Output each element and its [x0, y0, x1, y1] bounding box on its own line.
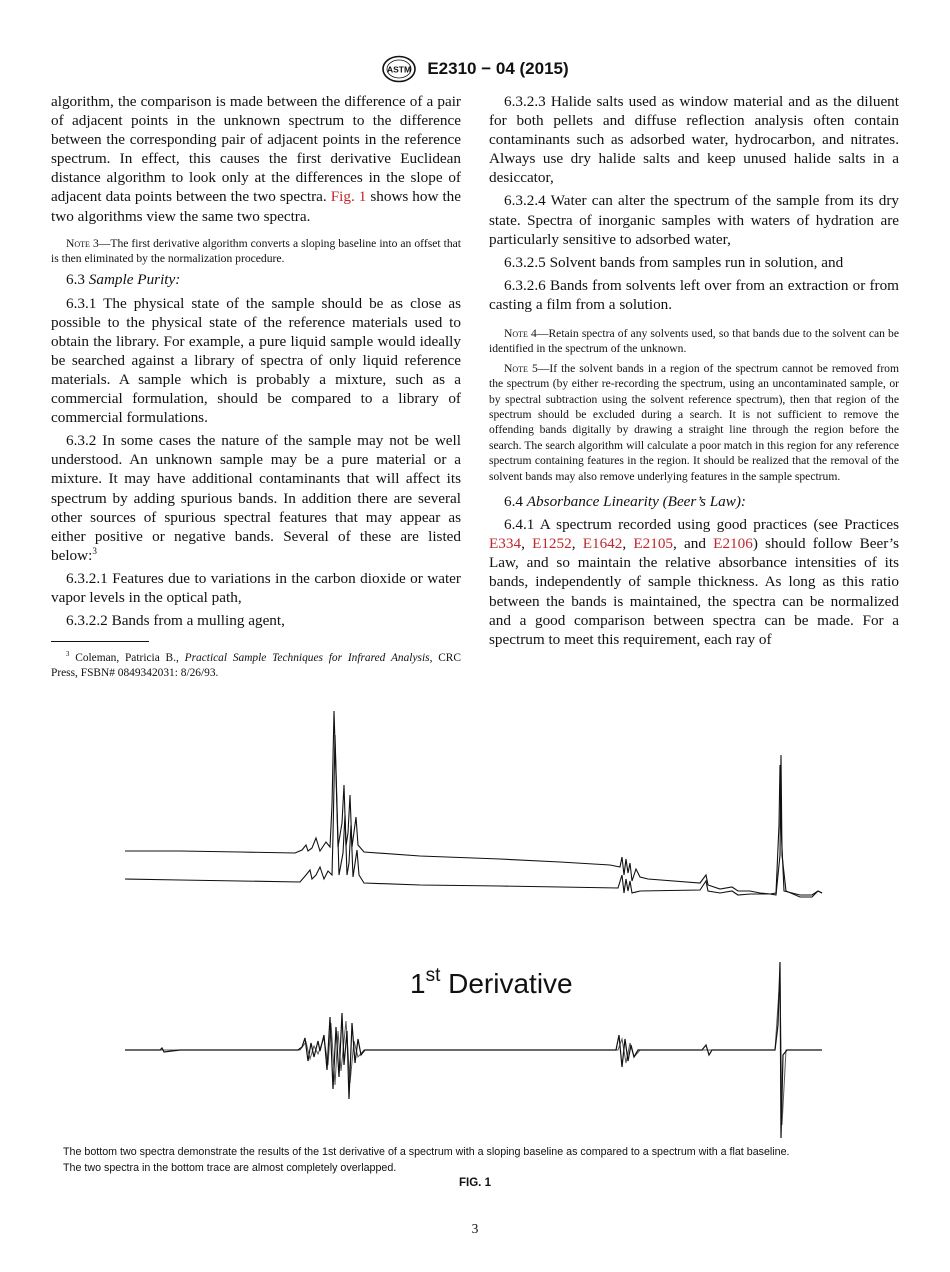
page-header [0, 54, 950, 84]
first-derivative-label: 1st Derivative [410, 965, 573, 999]
figure-number: FIG. 1 [459, 1177, 491, 1189]
fig-1-link[interactable]: Fig. 1 [330, 188, 367, 206]
note-5: Note 5—If the solvent bands in a region of the spectrum cannot be removed from the spectrum (by either re-recording the spectrum, using an uncontaminated sample, or by spectral subtraction using the solvent reference spectrum), then that region of the spectrum should be excluded during a search. It is not sufficient to remove the offending bands digitally by drawing a straight line through the region before the search. The search algorithm will calculate a poor match in this region for any reference spectrum containing features in the region. It should be realized that the removal of the solvent bands may also remove underlying features in the sample spectrum. [489, 361, 900, 483]
note-3: Note 3—The first derivative algorithm converts a sloping baseline into an offset that is then eliminated by the normalization procedure. [51, 236, 461, 266]
astm-logo-icon [381, 55, 417, 83]
document-designation: E2310 − 04 (2015) [427, 59, 569, 78]
spectrum-sloping-baseline [125, 711, 822, 897]
ref-link-e334[interactable]: E334 [489, 535, 522, 553]
footnote-ref-3[interactable]: 3 [92, 545, 97, 556]
ref-link-e1642[interactable]: E1642 [582, 535, 623, 553]
ref-link-e1252[interactable]: E1252 [532, 535, 572, 553]
note-4: Note 4—Retain spectra of any solvents used, so that bands due to the solvent can be identified in the spectrum of the unknown. [489, 327, 899, 356]
paragraph-6-4-1: 6.4.1 A spectrum recorded using good practices (see Practices E334, E1252, E1642, E2105, and E2106) should follow Beer’s Law, and so maintain the relative absorbance intensities of its bands, independently of sample thickness. As long as this ratio between the bands is maintained, the spectra can be normalized and a good comparison between spectra can be made. For a spectrum to meet this requirement, each ray of [489, 516, 900, 648]
section-6-3-heading: 6.3 Sample Purity: [66, 271, 181, 289]
figure-1-spectra [120, 705, 830, 1145]
right-column [489, 92, 899, 653]
paragraph-6-3-1: 6.3.1 The physical state of the sample should be as close as possible to the physical state of the reference materials used to obtain the library. For example, a pure liquid sample would ideally be searched against a library of spectra of only liquid reference materials. A sample which is probably a mixture, such as a commercial formulation, should be compared to a library of commercial formulations. [51, 294, 461, 427]
paragraph-6-3-2-4: 6.3.2.4 Water can alter the spectrum of the sample from its dry state. Spectra of inorganic samples with waters of hydration are particularly sensitive to adsorbed water, [489, 192, 899, 248]
footnote-3: $^3$ Coleman, Patricia B., Practical Sample Techniques for Infrared Analysis, CRC Press, FSBN# 0849342031: 8/26/93. [51, 651, 461, 679]
svg-text:ASTM: ASTM [387, 64, 412, 75]
figure-caption: The bottom two spectra demonstrate the results of the 1st derivative of a spectrum with a sloping baseline as compared to a spectrum with a flat baseline. The two spectra in the bottom trace are almost completely overlapped. [63, 1146, 790, 1174]
paragraph-6-3-2-3: 6.3.2.3 Halide salts used as window material and as the diluent for both pellets and diffuse reflection analysis often contain contaminants such as adsorbed water, hydrocarbon, and nitrates. Always use dry halide salts and keep unused halide salts in a desiccator, [489, 93, 899, 187]
paragraph-algorithm-continued: algorithm, the comparison is made between the difference of a pair of adjacent points in the unknown spectrum to the difference between the corresponding pair of adjacent points in the reference spectrum. In effect, this causes the first derivative Euclidean distance algorithm to look only at the differences in the slope of adjacent data points between the two spectra. Fig. 1 shows how the two algorithms view the same two spectra. [51, 93, 462, 225]
paragraph-6-3-2-1: 6.3.2.1 Features due to variations in the carbon dioxide or water vapor levels in the optical path, [51, 569, 461, 606]
paragraph-6-3-2-2: 6.3.2.2 Bands from a mulling agent, [66, 612, 285, 630]
paragraph-6-3-2: 6.3.2 In some cases the nature of the sample may not be well understood. An unknown sample may be a pure material or a mixture. It may have additional contaminants that will affect its spectrum by adding spurious bands. In addition there are several other sources of spurious spectral features that may appear as either positive or negative bands. Several of these are listed below:$^3$ [51, 432, 461, 564]
section-6-4-heading: 6.4 Absorbance Linearity (Beer’s Law): [504, 493, 746, 511]
page-number: 3 [471, 1221, 479, 1236]
paragraph-6-3-2-6: 6.3.2.6 Bands from solvents left over from an extraction or from casting a film from a solution. [489, 276, 899, 313]
footnote-divider [51, 641, 149, 642]
left-column [51, 92, 461, 634]
ref-link-e2105[interactable]: E2105 [633, 535, 674, 553]
spectrum-flat-baseline [125, 735, 822, 895]
ref-link-e2106[interactable]: E2106 [713, 535, 753, 553]
paragraph-6-3-2-5: 6.3.2.5 Solvent bands from samples run in solution, and [504, 253, 844, 271]
